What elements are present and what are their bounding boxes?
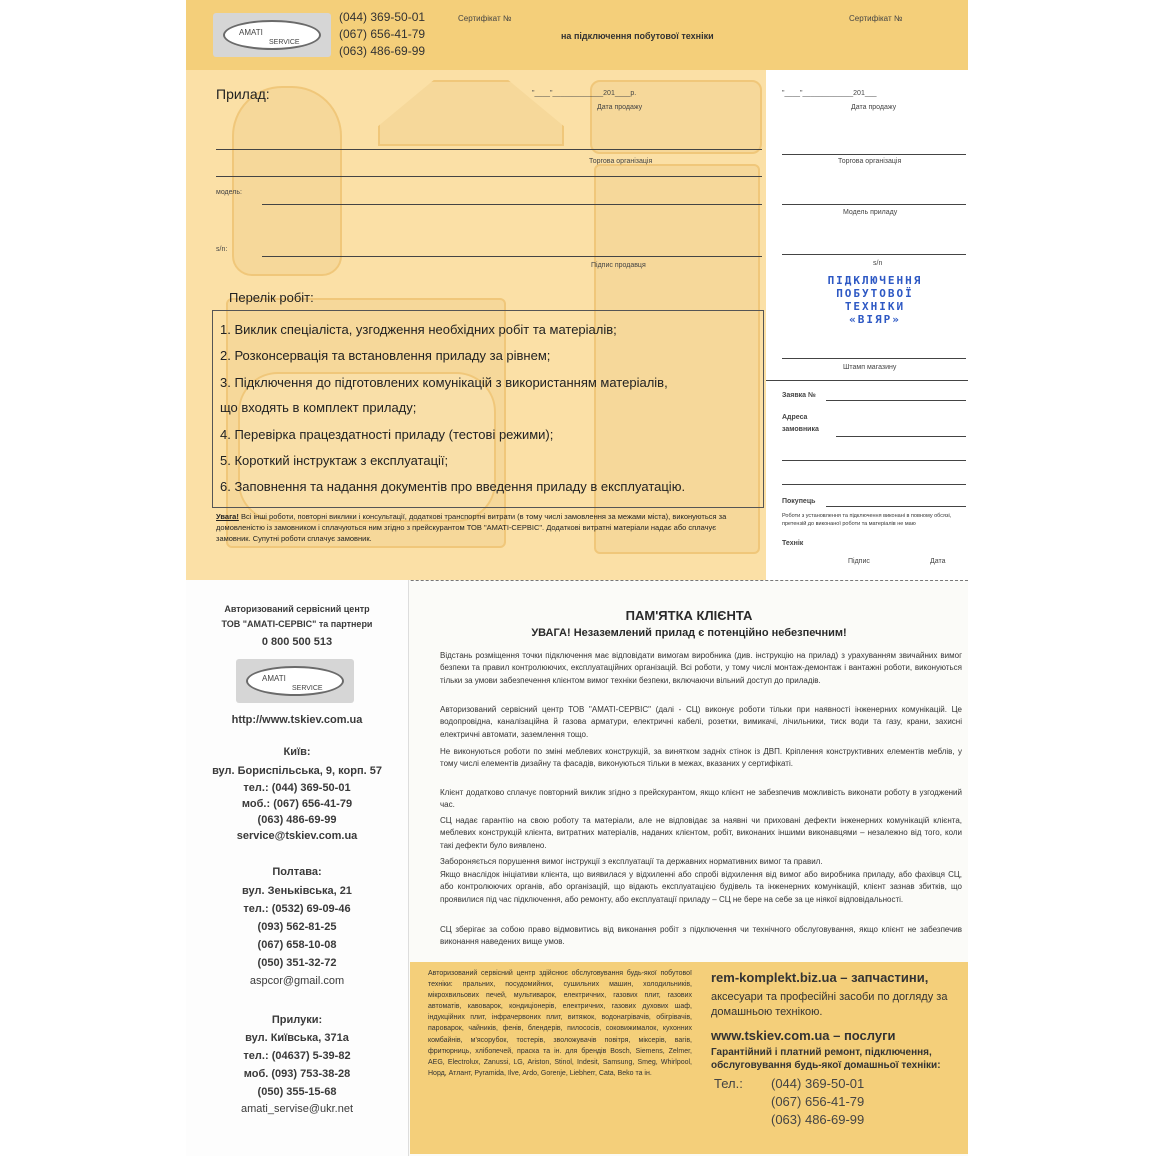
buyer-label: Покупець (782, 498, 816, 505)
advert-phone-1: (044) 369-50-01 (771, 1076, 865, 1091)
pryluky-city: Прилуки: (271, 1014, 323, 1026)
pryluky-address: вул. Київська, 371а (245, 1032, 349, 1044)
memo-subtitle: УВАГА! Незаземлений прилад є потенційно небезпечним! (531, 627, 847, 639)
stamp-line: ТЕХНІКИ (844, 300, 906, 313)
amati-logo-bottom (236, 659, 354, 703)
work-item: 4. Перевірка працездатності приладу (тестові режими); (220, 427, 554, 442)
seller-signature-label: Підпис продавця (591, 262, 646, 269)
services-heading[interactable]: www.tskiev.com.ua – послуги (711, 1028, 896, 1043)
stub-date-field[interactable]: "____"_____________201___ (782, 90, 877, 97)
stub-sn-label: s/n (873, 260, 883, 267)
poltava-phone-2: (093) 562-81-25 (257, 921, 337, 933)
device-line-2 (216, 176, 762, 177)
pryluky-mobile: моб. (093) 753-38-28 (243, 1068, 351, 1080)
logo-text-amati: AMATI (262, 674, 286, 683)
stub-line-4 (782, 358, 966, 359)
advert-phone-3: (063) 486-69-99 (771, 1112, 865, 1127)
work-item: 5. Короткий інструктаж з експлуатації; (220, 453, 449, 468)
stub-sale-date-label: Дата продажу (851, 104, 897, 111)
stub-line-1 (782, 154, 966, 155)
order-line (826, 400, 966, 401)
logo-oval (223, 20, 321, 50)
stub-model-label: Модель приладу (843, 209, 898, 216)
poltava-phone-4: (050) 351-32-72 (257, 957, 337, 969)
pryluky-phone: тел.: (04637) 5-39-82 (243, 1050, 351, 1062)
memo-paragraph: СЦ надає гарантію на свою роботу та матеріали, але не відповідає за наявні чи приховані дефекти інженерних комунікацій клієнта, меблевих конструкцій клієнта, витратних матеріалів, наданих клієнтом, робіт, виконаних іншими виконавцями – незалежно від того, коли такі дефекти було виявлено. (440, 816, 962, 850)
address-line-3 (782, 484, 966, 485)
buyer-note: Роботи з установлення та підключення виконані в повному обсязі, претензій до виконаної роботи та матеріалів не маю (782, 513, 952, 527)
parts-heading[interactable]: rem-komplekt.biz.ua – запчастини, (711, 970, 929, 985)
model-label: модель: (216, 189, 242, 196)
service-center-partners: ТОВ "АМАТІ-СЕРВІС" та партнери (221, 619, 373, 629)
column-divider (408, 580, 409, 1156)
poltava-phone: тел.: (0532) 69-09-46 (243, 903, 351, 915)
poltava-phone-3: (067) 658-10-08 (257, 939, 337, 951)
shop-stamp-label: Штамп магазину (843, 364, 897, 371)
header-phone-1: (044) 369-50-01 (339, 10, 426, 24)
memo-title: ПАМ'ЯТКА КЛІЄНТА (625, 608, 753, 623)
logo-oval (246, 666, 344, 696)
address-label: Адреса (782, 414, 808, 421)
kyiv-mobile-2: (063) 486-69-99 (257, 814, 337, 826)
stub-trade-org-label: Торгова організація (838, 158, 902, 165)
device-line-1 (216, 149, 762, 150)
date-label: Дата (930, 558, 946, 565)
certificate-number-label-stub: Сертифікат № (849, 14, 903, 23)
sale-date-label: Дата продажу (597, 104, 643, 111)
warning-head: Увага! (216, 512, 239, 521)
signature-label: Підпис (848, 558, 870, 565)
address-line-1 (836, 436, 966, 437)
work-item: 6. Заповнення та надання документів про введення приладу в експлуатацію. (220, 479, 686, 494)
logo-text-amati: AMATI (239, 28, 263, 37)
advert-brands-text: Авторизований сервісний центр здійснює обслуговування будь-якої побутової техніки: пральних, посудомийних, сушильних машин, холодильників, мікрохвильових печей, мультиварок, електричних, газових плит, газових автоматів, кавоварок, кондиціонерів, електричних, газових духових шаф, індукційних плит, інфрачервоних плит, витяжок, водонагрівачів, обігрівачів, пароварок, чайників, фенів, блендерів, пилососів, соковижималок, кухонних комбайнів, м'ясорубок, тостерів, зволожувачів повітря, міксерів, вагів, фритюрниць, хлібопечей, праска та ін. для брендів Bosch, Siemens, Zelmer, AEG, Electrolux, Zanussi, LG, Ariston, Stinol, Indesit, Samsung, Smeg, Whirlpool, Норд, Атлант, Pyramida, Ilve, Ardo, Gorenje, Liebherr, Cata, Beko та ін. (428, 970, 692, 1077)
works-title: Перелік робіт: (229, 290, 314, 305)
tel-label: Тел.: (714, 1076, 743, 1091)
advert-phone-2: (067) 656-41-79 (771, 1094, 865, 1109)
work-item: що входять в комплект приладу; (220, 400, 417, 415)
poltava-city: Полтава: (272, 866, 322, 878)
stamp-line: «ВІЯР» (849, 313, 901, 326)
warning-note (216, 511, 746, 544)
stamp-line: ПОБУТОВОЇ (836, 287, 914, 300)
header-phone-2: (067) 656-41-79 (339, 27, 426, 41)
kyiv-phone: тел.: (044) 369-50-01 (243, 782, 351, 794)
device-label: Прилад: (216, 86, 270, 102)
certificate-number-label: Сертифікат № (458, 14, 512, 23)
buyer-line (826, 506, 966, 507)
memo-paragraph: Якщо внаслідок ініціативи клієнта, що виявилася у відхиленні або спробі відхилення від вимог або виробника приладу, або фахівця СЦ, або контролюючих органів, або організацій, що відають експлуатацією будівель та інженерних комунікацій, клієнт зазнав збитків, що проявилися під час підключення, або ремонту, або експлуатації приладу – СЦ не бере на себе за це ніякої відповідальності. (440, 870, 962, 904)
parts-text: аксесуари та професійні засоби по догляду за домашньою технікою. (711, 991, 948, 1018)
stamp-line: ПІДКЛЮЧЕННЯ (827, 274, 923, 287)
address-line-2 (782, 460, 966, 461)
certificate-title: на підключення побутової техніки (561, 31, 714, 41)
memo-paragraph: Не виконуються роботи по зміні меблевих конструкцій, за винятком задніх стінок із ДВП. Кріплення конструктивних елементів меблів, у тому числі елементів дизайну та фасадів, виконуються тільки в межах, вказаних у сертифікаті. (440, 747, 962, 769)
water-heater-icon (232, 86, 342, 276)
memo-paragraph: Авторизований сервісний центр ТОВ "АМАТІ-СЕРВІС" (далі - СЦ) виконує роботи тільки при наявності інженерних комунікацій. Це водопровідна, каналізаційна й газова арматури, електричні кабелі, розетки, вимикачі, лічильники, тиск води та газу, крани, захисні електричні автомати, заземлення тощо. (440, 705, 962, 739)
shop-stamp-imprint (800, 274, 950, 326)
kyiv-email[interactable]: service@tskiev.com.ua (236, 830, 358, 842)
technician-label: Технік (782, 540, 804, 547)
logo-text-service: SERVICE (292, 685, 323, 692)
stub-divider (766, 380, 968, 381)
trade-org-label: Торгова організація (589, 158, 653, 165)
hotline: 0 800 500 513 (261, 636, 333, 648)
work-item: 1. Виклик спеціаліста, узгодження необхідних робіт та матеріалів; (220, 322, 617, 337)
sale-date-field[interactable]: "____"_____________201____р. (532, 90, 637, 97)
amati-logo (213, 13, 331, 57)
stub-line-2 (782, 204, 966, 205)
stub-line-3 (782, 254, 966, 255)
kyiv-city: Київ: (283, 746, 311, 758)
logo-text-service: SERVICE (269, 39, 300, 46)
sn-line (262, 256, 762, 257)
customer-label: замовника (782, 426, 819, 433)
model-line (262, 204, 762, 205)
order-number-label: Заявка № (782, 392, 816, 399)
memo-paragraph: СЦ зберігає за собою право відмовитись від виконання робіт з підключення чи технічного обслуговування, якщо клієнт не забезпечив виконання наведених вище умов. (440, 925, 962, 947)
poltava-address: вул. Зеньківська, 21 (242, 885, 352, 897)
memo-paragraph: Відстань розміщення точки підключення має відповідати вимогам виробника (див. інструкцію на прилад) з урахуванням звичайних вимог безпеки та правил контролюючих, експлуатаційних організацій. Всі роботи, у тому числі монтаж-демонтаж і вантажні роботи, виконуються тільки за умови забезпечення клієнтом вимог техніки безпеки, включаючи вільний доступ до приладів. (440, 651, 962, 685)
work-item: 3. Підключення до підготовлених комунікацій з використанням матеріалів, (220, 375, 668, 390)
kyiv-mobile: моб.: (067) 656-41-79 (241, 798, 353, 810)
header-phone-3: (063) 486-69-99 (339, 44, 426, 58)
work-item: 2. Розконсервація та встановлення приладу за рівнем; (220, 348, 551, 363)
memo-paragraph: Клієнт додатково сплачує повторний виклик згідно з прейскурантом, якщо клієнт не забезпечив можливість виконати роботу в узгоджений час. (440, 788, 962, 810)
memo-paragraph: Забороняється порушення вимог інструкції з експлуатації та державних нормативних вимог та правил. (440, 857, 823, 866)
services-text: Гарантійний і платний ремонт, підключення, обслуговування будь-якої домашньої техніки: (711, 1047, 941, 1071)
poltava-email[interactable]: aspcor@gmail.com (249, 975, 345, 987)
warning-text: Всі інші роботи, повторні виклики і консультації, додаткові транспортні витрати (в тому числі замовлення за межами міста), виконуються за домовленістю із замовником і сплачуються ним згідно з прейскурантом ТОВ "АМАТІ-СЕРВІС". Додаткові витратні матеріали надає або сплачує замовник. Супутні роботи сплачує замовник. (216, 512, 727, 543)
kyiv-address: вул. Бориспільська, 9, корп. 57 (212, 765, 382, 777)
service-center-title: Авторизований сервісний центр (224, 604, 370, 614)
pryluky-email[interactable]: amati_servise@ukr.net (240, 1103, 354, 1115)
website-link[interactable]: http://www.tskiev.com.ua (231, 714, 363, 726)
pryluky-mobile-2: (050) 355-15-68 (257, 1086, 337, 1098)
sn-label: s/n: (216, 246, 228, 253)
